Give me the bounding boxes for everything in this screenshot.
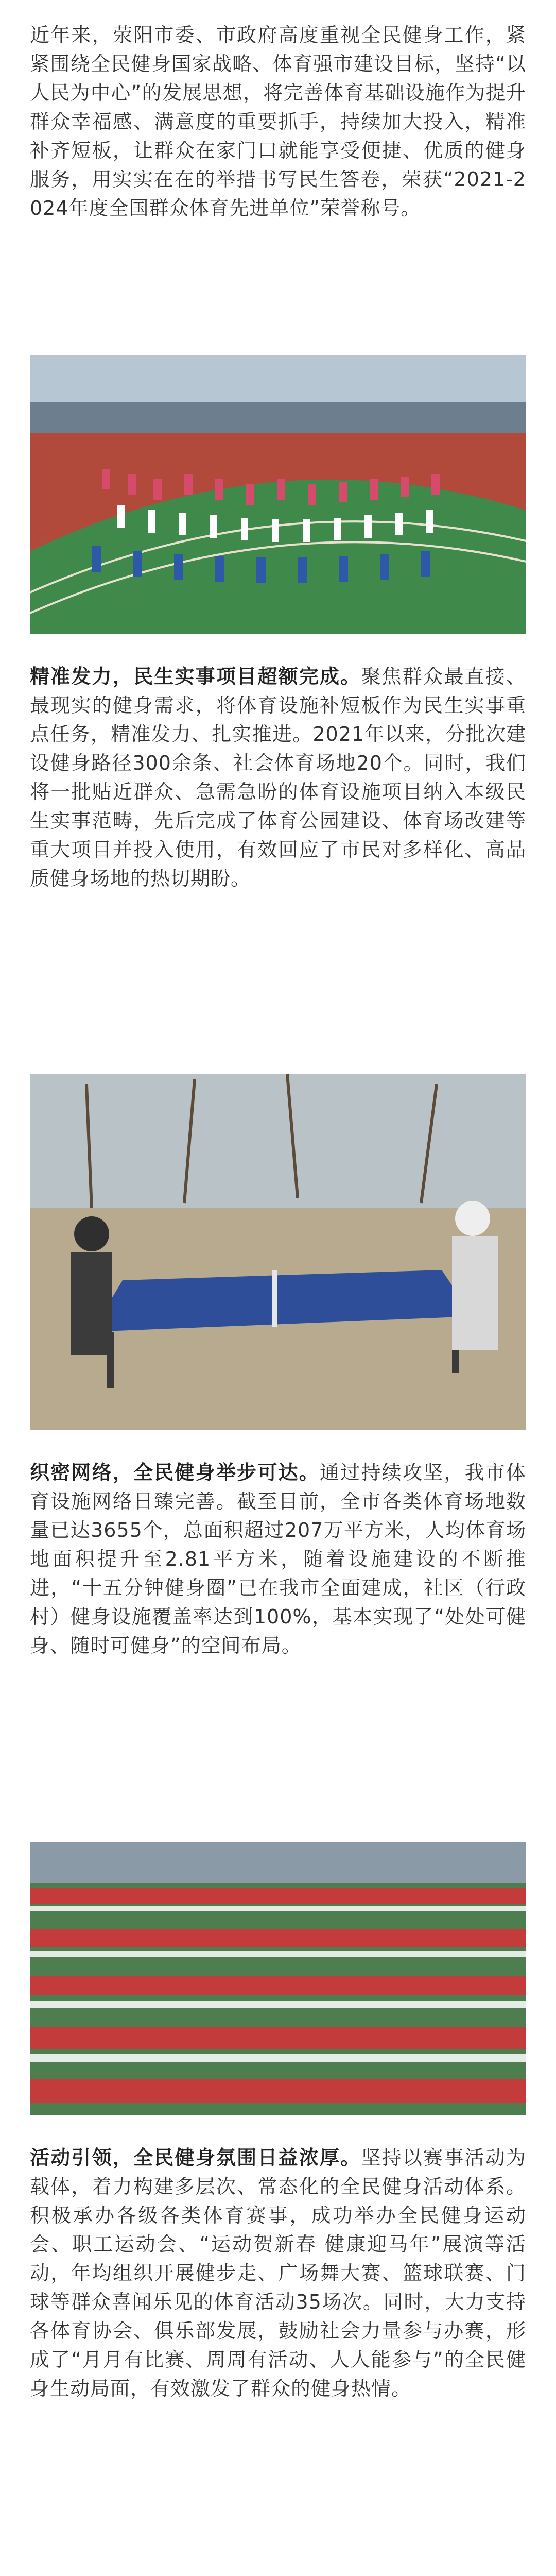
- mass-exercise-image: [30, 1842, 526, 2115]
- paragraph-text: 近年来，荥阳市委、市政府高度重视全民健身工作，紧紧围绕全民健身国家战略、体育强市建设目标，坚持“以人民为中心”的发展思想，将完善体育基础设施作为提升群众幸福感、满意度的重要抓手，持续加大投入，精准补齐短板，让群众在家门口就能享受便捷、优质的健身服务，用实实在在的举措书写民生答卷，荣获“2021-2024年度全国群众体育先进单位”荣誉称号。: [30, 24, 526, 219]
- paragraph-text: 通过持续攻坚，我市体育设施网络日臻完善。截至目前，全市各类体育场地数量已达3655个，总面积超过207万平方米，人均体育场地面积提升至2.81平方米，随着设施建设的不断推进，“十五分钟健身圈”已在我市全面建成，社区（行政村）健身设施覆盖率达到100%，基本实现了“处处可健身、随时可健身”的空间布局。: [30, 1461, 526, 1657]
- paragraph-text: 聚焦群众最直接、最现实的健身需求，将体育设施补短板作为民生实事重点任务，精准发力、扎实推进。2021年以来，分批次建设健身路径300余条、社会体育场地20个。同时，我们将一批贴近群众、急需急盼的体育设施项目纳入本级民生实事范畴，先后完成了体育公园建设、体育场改建等重大项目并投入使用，有效回应了市民对多样化、高品质健身场地的热切期盼。: [30, 665, 526, 890]
- table-tennis-image: [30, 1074, 526, 1430]
- paragraph-intro: [30, 21, 526, 223]
- paragraph-activities: [30, 2143, 526, 2403]
- photo-mass-exercise: [30, 1842, 526, 2115]
- paragraph-lead: 织密网络，全民健身举步可达。: [30, 1461, 320, 1484]
- paragraph-text: 坚持以赛事活动为载体，着力构建多层次、常态化的全民健身活动体系。积极承办各级各类体育赛事，成功举办全民健身运动会、职工运动会、“运动贺新春 健康迎马年”展演等活动，年均组织开展健步走、广场舞大赛、篮球联赛、门球等群众喜闻乐见的体育活动35场次。同时，大力支持各体育协会、俱乐部发展，鼓励社会力量参与办赛，形成了“月月有比赛、周周有活动、人人能参与”的全民健身生动局面，有效激发了群众的健身热情。: [30, 2146, 526, 2400]
- paragraph-projects: [30, 662, 526, 893]
- paragraph-lead: 活动引领，全民健身氛围日益浓厚。: [30, 2146, 361, 2169]
- photo-table-tennis: [30, 1074, 526, 1430]
- paragraph-network: [30, 1458, 526, 1660]
- stadium-parade-image: [30, 355, 526, 634]
- paragraph-lead: 精准发力，民生实事项目超额完成。: [30, 665, 361, 688]
- photo-stadium-parade: [30, 355, 526, 634]
